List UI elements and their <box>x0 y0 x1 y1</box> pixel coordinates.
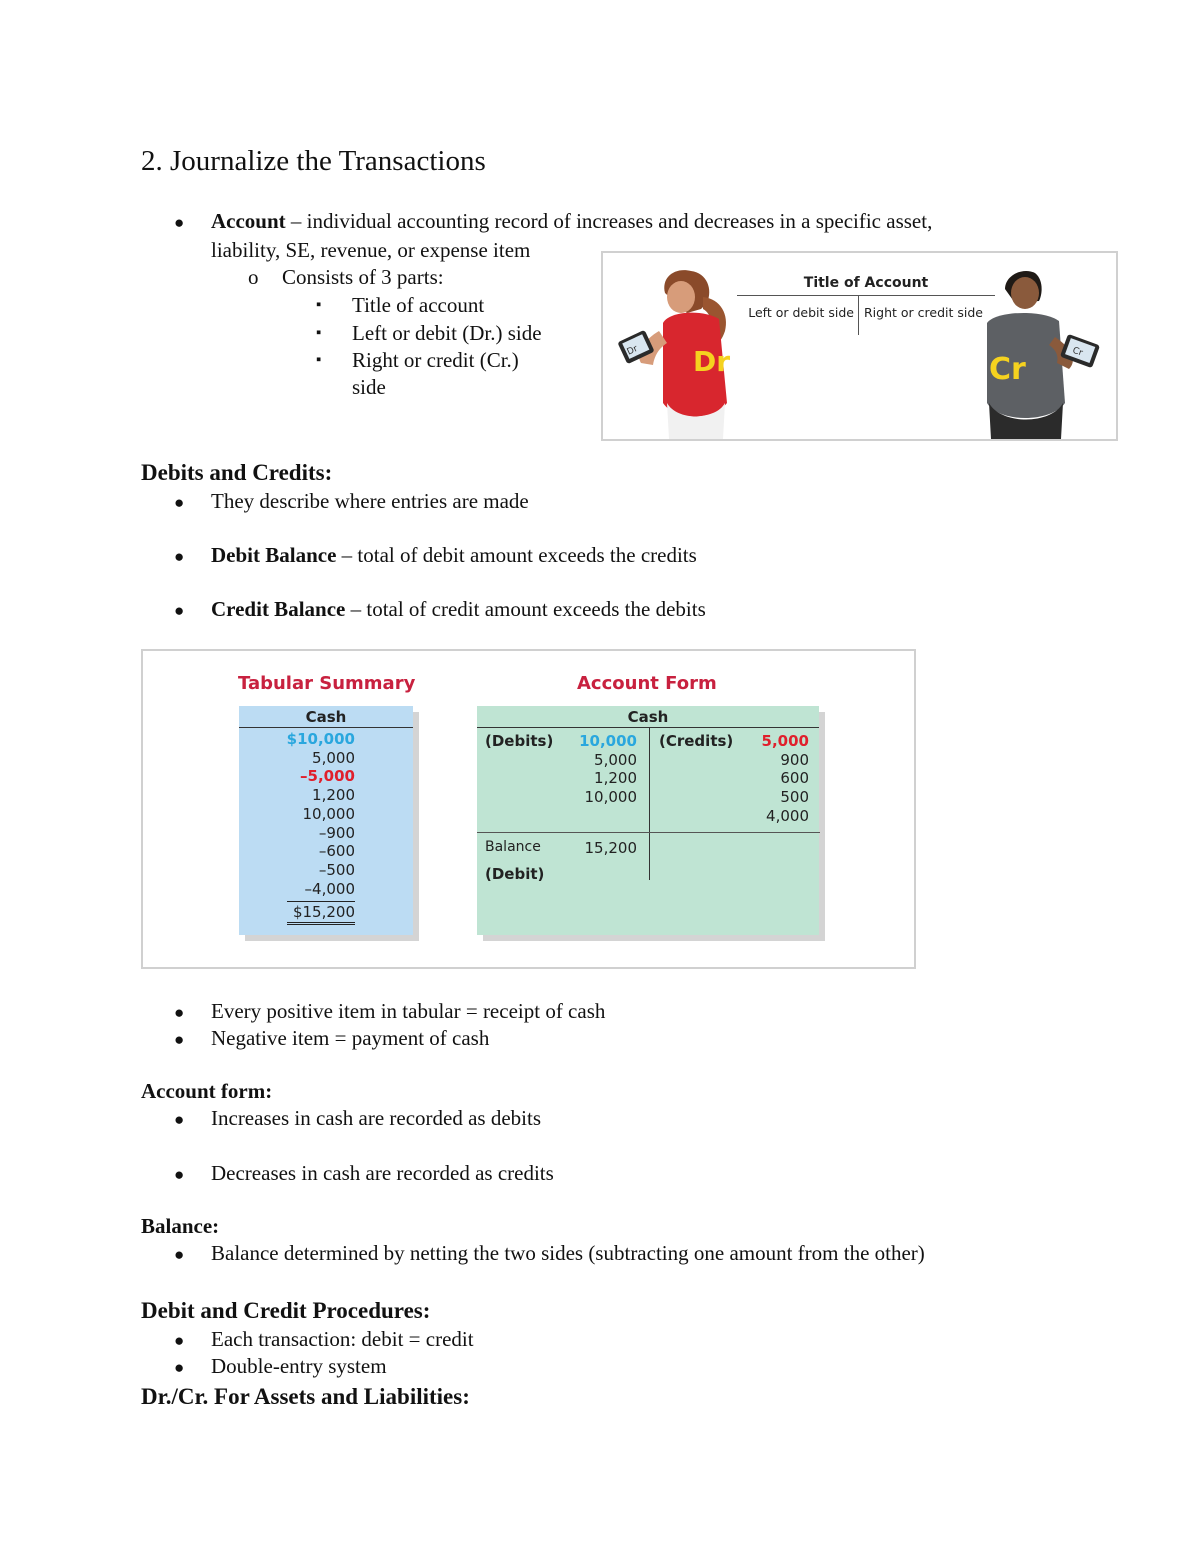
bullet-account: ● <box>174 213 185 232</box>
part-left-debit: Left or debit (Dr.) side <box>352 321 542 345</box>
bullet-bal-1: ● <box>174 1245 185 1264</box>
account-definition-line2: liability, SE, revenue, or expense item <box>211 238 531 262</box>
consists-of-parts: Consists of 3 parts: <box>282 265 444 289</box>
account-form-item-2: Decreases in cash are recorded as credits <box>211 1161 554 1185</box>
square-bullet-2: ▪ <box>316 325 322 341</box>
credit-tablet-label: Cr <box>1071 345 1084 359</box>
part-right-credit-cont: side <box>352 375 386 399</box>
bullet-af-1: ● <box>174 1110 185 1129</box>
dc-item-3 <box>211 596 706 623</box>
part-title: Title of account <box>352 293 485 317</box>
account-definition-text: – individual accounting record of increases and decreases in a specific asset, <box>285 209 933 233</box>
credit-shirt-label: Cr <box>989 352 1026 387</box>
credit-value: 4,000 <box>766 806 809 825</box>
tabular-title-rule <box>239 727 413 728</box>
balance-heading: Balance: <box>141 1214 220 1238</box>
sub-bullet-o: o <box>248 265 259 289</box>
debit-shirt-label: Dr <box>693 345 731 378</box>
square-bullet-1: ▪ <box>316 297 322 313</box>
debit-value: 5,000 <box>594 750 637 769</box>
tabular-value: –500 <box>318 860 355 879</box>
tabular-cash-title: Cash <box>305 708 347 726</box>
credit-balance-term: Credit Balance <box>211 597 346 621</box>
debit-value: 10,000 <box>579 732 637 750</box>
account-cash-title: Cash <box>627 708 669 726</box>
dc-item-2 <box>211 542 697 569</box>
balance-type: (Debit) <box>485 865 545 883</box>
balance-rule <box>477 832 820 833</box>
credit-value: 900 <box>780 750 809 769</box>
debit-balance-term: Debit Balance <box>211 543 337 567</box>
bullet-tab-1: ● <box>174 1003 185 1022</box>
t-account-title: Title of Account <box>803 275 929 291</box>
cash-summary-figure <box>141 649 916 969</box>
tabular-value: –900 <box>318 823 355 842</box>
debit-value: 10,000 <box>584 788 637 807</box>
part-right-credit: Right or credit (Cr.) <box>352 348 519 372</box>
credits-label: (Credits) <box>659 732 734 750</box>
tabular-summary-panel <box>239 706 413 935</box>
square-bullet-3: ▪ <box>316 352 322 368</box>
balance-item-1: Balance determined by netting the two sides (subtracting one amount from the other) <box>211 1241 925 1265</box>
tabular-value: –5,000 <box>300 767 355 786</box>
tabular-note-1: Every positive item in tabular = receipt of cash <box>211 999 606 1023</box>
tabular-value: –600 <box>318 842 355 861</box>
credit-balance-text: – total of credit amount exceeds the debits <box>345 597 706 621</box>
credit-value: 5,000 <box>761 732 809 750</box>
t-account-top-line <box>737 295 995 296</box>
tabular-value: $10,000 <box>286 730 355 748</box>
tabular-note-2: Negative item = payment of cash <box>211 1026 490 1050</box>
credit-value: 500 <box>780 788 809 807</box>
t-account-right-side: Right or credit side <box>864 305 983 320</box>
bullet-proc-1: ● <box>174 1331 185 1350</box>
account-form-item-1: Increases in cash are recorded as debits <box>211 1106 542 1130</box>
t-account-left-side: Left or debit side <box>748 305 854 320</box>
bullet-dc-3: ● <box>174 601 185 620</box>
bullet-af-2: ● <box>174 1165 185 1184</box>
tabular-value: 1,200 <box>312 786 355 805</box>
t-account-illustration <box>601 251 1118 441</box>
tabular-summary-heading: Tabular Summary <box>238 673 416 694</box>
assets-liabilities-heading: Dr./Cr. For Assets and Liabilities: <box>141 1384 470 1409</box>
page-title: 2. Journalize the Transactions <box>141 145 486 177</box>
account-title-rule <box>477 727 819 728</box>
account-center-line <box>649 727 650 880</box>
credit-values <box>762 732 809 826</box>
debits-credits-heading: Debits and Credits: <box>141 460 333 485</box>
bullet-proc-2: ● <box>174 1358 185 1377</box>
tabular-value: –4,000 <box>304 879 355 898</box>
tabular-value: 5,000 <box>312 748 355 767</box>
bullet-tab-2: ● <box>174 1030 185 1049</box>
t-account-center-line <box>858 295 859 335</box>
debit-value: 1,200 <box>594 769 637 788</box>
account-form-heading: Account Form <box>577 673 717 694</box>
bullet-dc-1: ● <box>174 493 185 512</box>
debit-values <box>579 732 637 807</box>
account-form-section-heading: Account form: <box>141 1079 273 1103</box>
bullet-dc-2: ● <box>174 547 185 566</box>
procedures-item-1: Each transaction: debit = credit <box>211 1327 474 1351</box>
procedures-item-2: Double-entry system <box>211 1354 387 1378</box>
dc-item-1: They describe where entries are made <box>211 489 529 513</box>
debit-tablet-label: Dr <box>625 344 640 358</box>
debits-label: (Debits) <box>485 732 554 750</box>
debit-balance-text: – total of debit amount exceeds the credits <box>336 543 697 567</box>
tabular-value: 10,000 <box>302 804 355 823</box>
account-term: Account <box>211 209 286 233</box>
balance-label: Balance <box>485 839 541 855</box>
procedures-heading: Debit and Credit Procedures: <box>141 1298 431 1323</box>
tabular-values <box>287 730 355 925</box>
tabular-total: $15,200 <box>287 901 355 925</box>
account-form-panel <box>477 706 819 935</box>
account-definition-line1 <box>211 208 932 235</box>
balance-value: 15,200 <box>584 839 637 857</box>
credit-value: 600 <box>780 769 809 788</box>
